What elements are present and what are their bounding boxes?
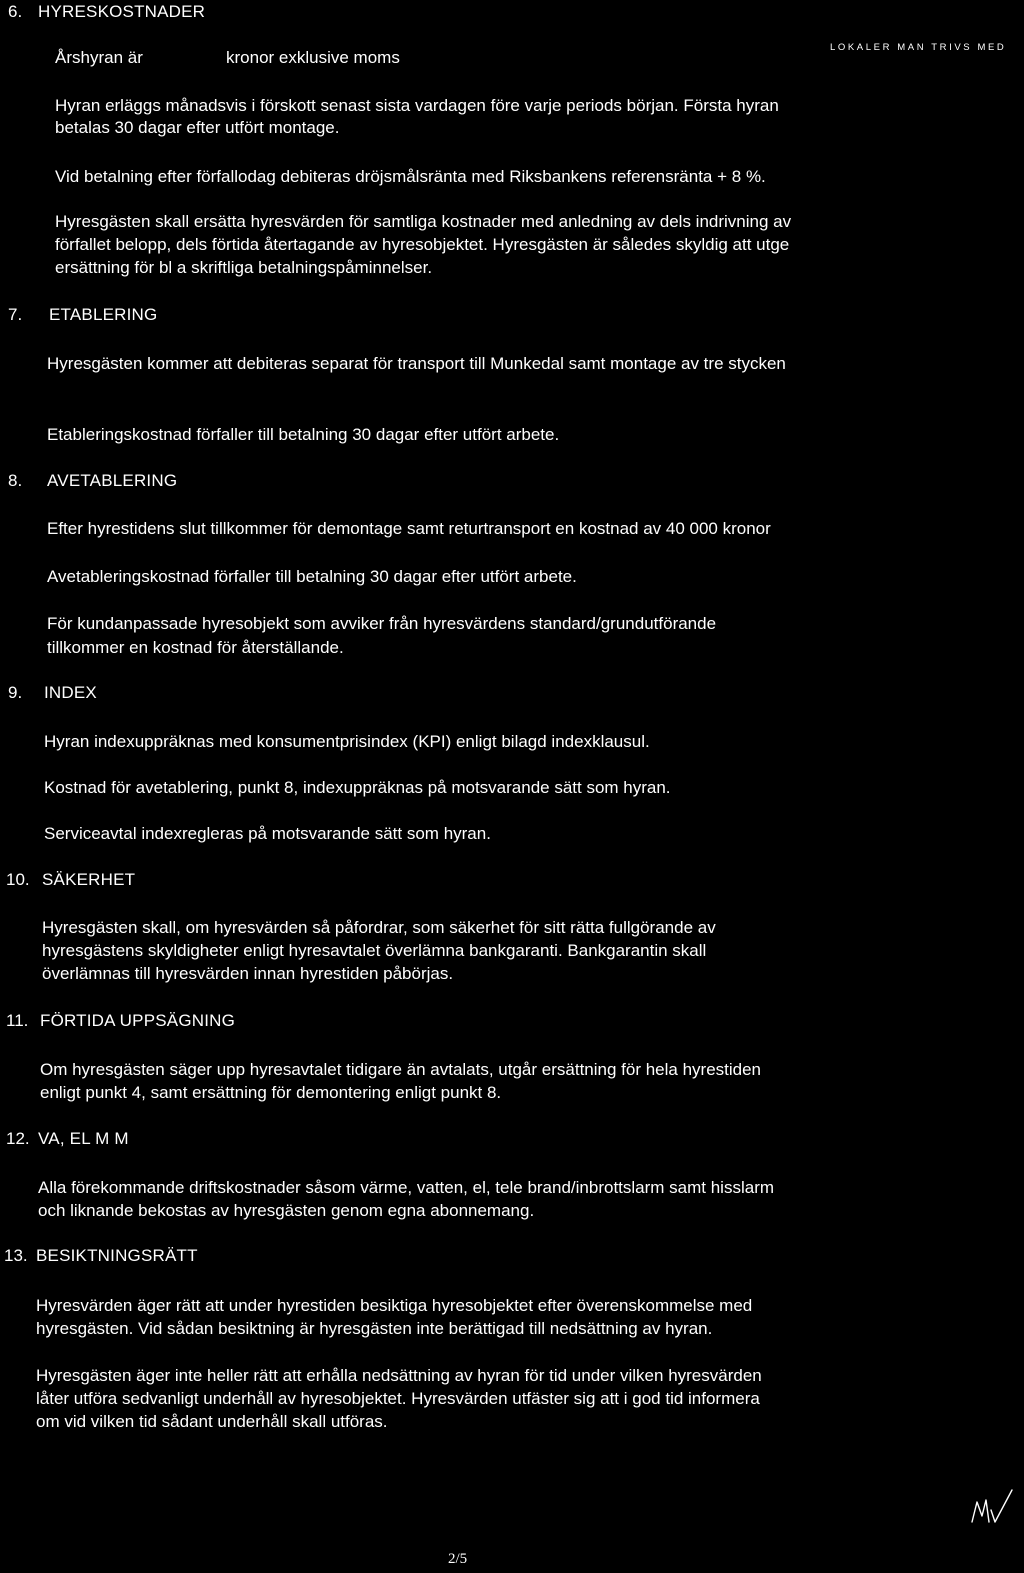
section-7-heading: ETABLERING xyxy=(49,305,158,324)
section-9-para-3: Serviceavtal indexregleras på motsvarande sätt som hyran. xyxy=(44,824,491,843)
section-10-number: 10. xyxy=(6,870,30,889)
section-7-number: 7. xyxy=(8,305,23,324)
section-10-heading: SÄKERHET xyxy=(42,870,136,889)
section-9-para-2: Kostnad för avetablering, punkt 8, indexuppräknas på motsvarande sätt som hyran. xyxy=(44,778,671,797)
section-8-para-1: Efter hyrestidens slut tillkommer för demontage samt returtransport en kostnad av 40 000 kronor xyxy=(47,519,771,538)
section-6-para-1-line-1: Hyran erläggs månadsvis i förskott senast sista vardagen före varje periods början. Första hyran xyxy=(55,96,779,115)
section-7-para-1: Hyresgästen kommer att debiteras separat för transport till Munkedal samt montage av tre stycken xyxy=(47,354,786,373)
section-11-para-1-line-1: Om hyresgästen säger upp hyresavtalet tidigare än avtalats, utgår ersättning för hela hyrestiden xyxy=(40,1060,762,1079)
section-6-number: 6. xyxy=(8,2,23,21)
section-11-number: 11. xyxy=(6,1011,29,1030)
section-11-heading: FÖRTIDA UPPSÄGNING xyxy=(40,1011,236,1030)
section-6-heading: HYRESKOSTNADER xyxy=(38,2,206,21)
section-12-heading: VA, EL M M xyxy=(38,1129,129,1148)
section-6-para-3-line-3: ersättning för bl a skriftliga betalningspåminnelser. xyxy=(55,258,433,277)
company-tagline: LOKALER MAN TRIVS MED xyxy=(830,42,1007,53)
section-6-para-3-line-2: förfallet belopp, dels förtida återtagande av hyresobjektet. Hyresgästen är således skyldig att utge xyxy=(55,235,790,254)
section-8-number: 8. xyxy=(8,471,23,490)
section-7-para-2: Etableringskostnad förfaller till betalning 30 dagar efter utfört arbete. xyxy=(47,425,560,444)
section-10-para-1-line-3: överlämnas till hyresvärden innan hyrestiden påbörjas. xyxy=(42,964,454,983)
section-6-para-1-line-2: betalas 30 dagar efter utfört montage. xyxy=(55,118,340,137)
section-13-number: 13. xyxy=(4,1246,28,1265)
annual-rent-unit: kronor exklusive moms xyxy=(226,48,400,67)
section-9-heading: INDEX xyxy=(44,683,97,702)
section-12-para-1-line-2: och liknande bekostas av hyresgästen genom egna abonnemang. xyxy=(38,1201,535,1220)
section-8-para-3-line-2: tillkommer en kostnad för återställande. xyxy=(47,638,344,657)
section-12-number: 12. xyxy=(6,1129,30,1148)
section-10-para-1-line-1: Hyresgästen skall, om hyresvärden så påfordrar, som säkerhet för sitt rätta fullgörande av xyxy=(42,918,716,937)
page-number: 2/5 xyxy=(448,1551,468,1567)
section-8-heading: AVETABLERING xyxy=(47,471,178,490)
section-11-para-1-line-2: enligt punkt 4, samt ersättning för demontering enligt punkt 8. xyxy=(40,1083,502,1102)
section-10-para-1-line-2: hyresgästens skyldigheter enligt hyresavtalet överlämna bankgaranti. Bankgarantin skall xyxy=(42,941,707,960)
section-13-para-2-line-3: om vid vilken tid sådant underhåll skall utföras. xyxy=(36,1412,388,1431)
section-13-para-1-line-2: hyresgästen. Vid sådan besiktning är hyresgästen inte berättigad till nedsättning av hyran. xyxy=(36,1319,713,1338)
section-8-para-3-line-1: För kundanpassade hyresobjekt som avviker från hyresvärdens standard/grundutförande xyxy=(47,614,717,633)
section-13-para-2-line-2: låter utföra sedvanligt underhåll av hyresobjektet. Hyresvärden utfäster sig att i god tid informera xyxy=(36,1389,760,1408)
section-9-para-1: Hyran indexuppräknas med konsumentprisindex (KPI) enligt bilagd indexklausul. xyxy=(44,732,650,751)
section-12-para-1-line-1: Alla förekommande driftskostnader såsom värme, vatten, el, tele brand/inbrottslarm samt hisslarm xyxy=(38,1178,775,1197)
section-13-heading: BESIKTNINGSRÄTT xyxy=(36,1246,198,1265)
handwritten-initials xyxy=(968,1488,1018,1528)
section-6-para-2: Vid betalning efter förfallodag debiteras dröjsmålsränta med Riksbankens referensränta + 8 %. xyxy=(55,167,766,186)
section-13-para-2-line-1: Hyresgästen äger inte heller rätt att erhålla nedsättning av hyran för tid under vilken hyresvärden xyxy=(36,1366,762,1385)
annual-rent-label: Årshyran är xyxy=(55,48,143,67)
section-13-para-1-line-1: Hyresvärden äger rätt att under hyrestiden besiktiga hyresobjektet efter överenskommelse med xyxy=(36,1296,753,1315)
section-6-para-3-line-1: Hyresgästen skall ersätta hyresvärden för samtliga kostnader med anledning av dels indrivning av xyxy=(55,212,792,231)
section-9-number: 9. xyxy=(8,683,23,702)
section-8-para-2: Avetableringskostnad förfaller till betalning 30 dagar efter utfört arbete. xyxy=(47,567,577,586)
